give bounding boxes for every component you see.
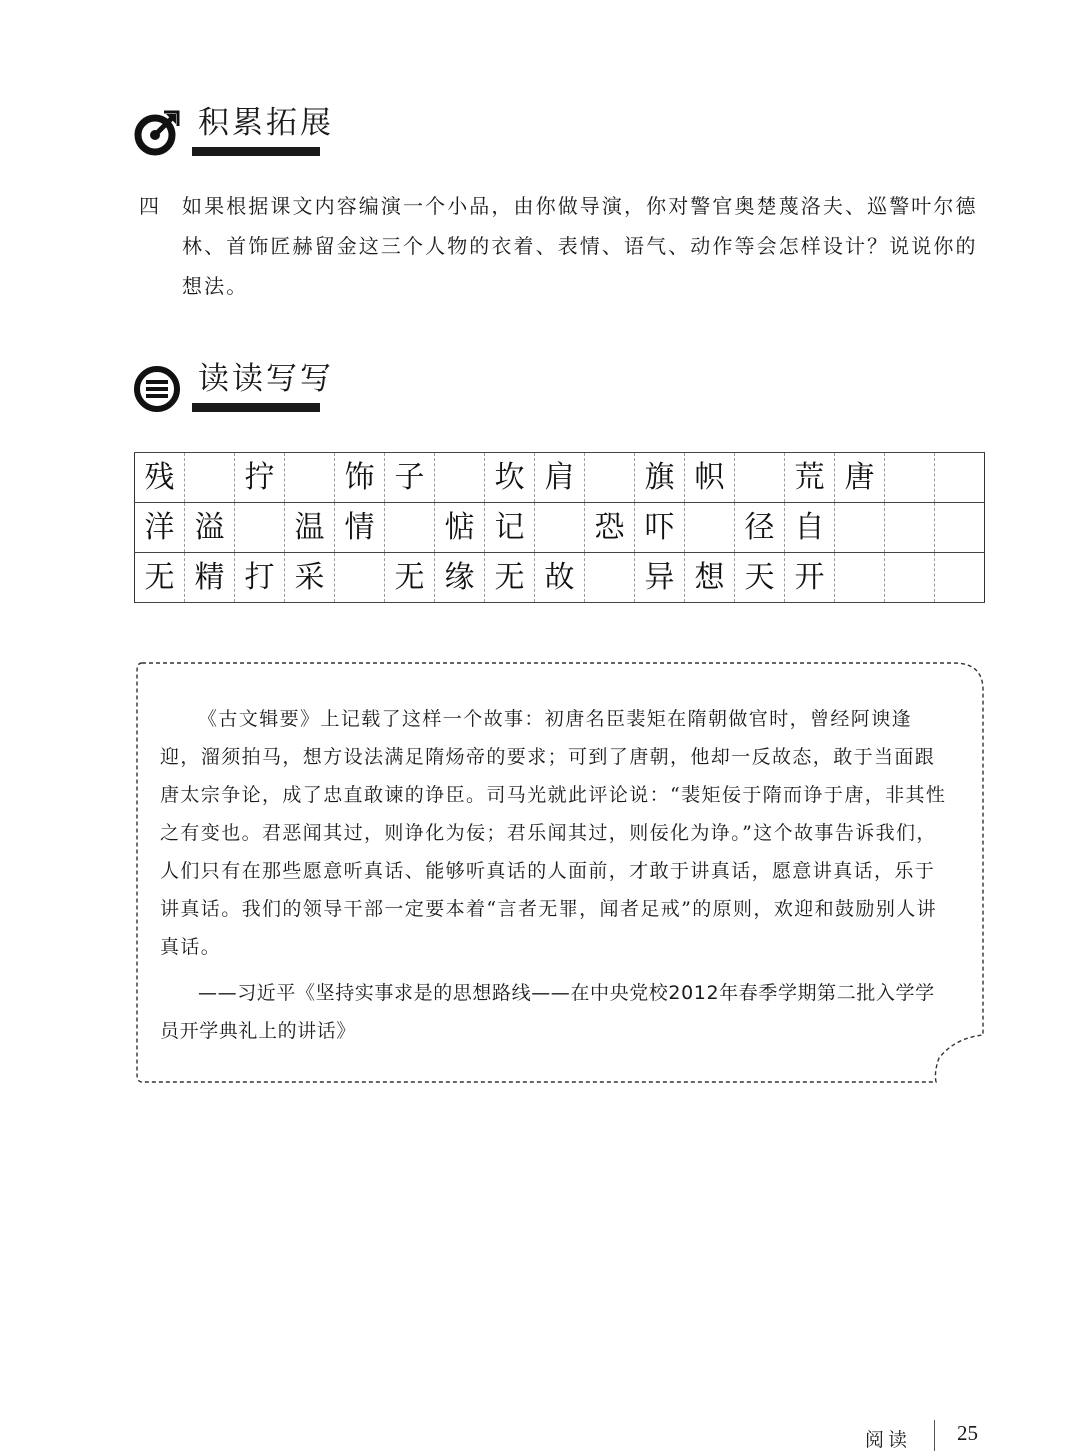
title-underline-bar [192, 147, 320, 156]
grid-cell [535, 503, 585, 553]
grid-row [135, 453, 985, 503]
grid-cell: 情 [335, 503, 385, 553]
grid-cell [185, 453, 235, 503]
grid-cell: 吓 [635, 503, 685, 553]
footer-separator [934, 1420, 935, 1451]
grid-cell: 采 [285, 553, 335, 603]
grid-cell: 拧 [235, 453, 285, 503]
grid-cell: 缘 [435, 553, 485, 603]
grid-row [135, 503, 985, 553]
grid-cell: 恐 [585, 503, 635, 553]
vocabulary-grid [134, 452, 985, 603]
footer-label: 阅读 [865, 1429, 912, 1451]
grid-cell [685, 503, 735, 553]
grid-cell [285, 453, 335, 503]
section-title: 读读写写 [198, 361, 334, 397]
grid-cell [885, 503, 935, 553]
grid-cell [735, 453, 785, 503]
grid-cell: 打 [235, 553, 285, 603]
grid-cell [935, 503, 985, 553]
grid-cell [435, 453, 485, 503]
grid-cell: 无 [385, 553, 435, 603]
grid-cell: 唐 [835, 453, 885, 503]
grid-cell: 精 [185, 553, 235, 603]
grid-cell: 异 [635, 553, 685, 603]
grid-cell: 旗 [635, 453, 685, 503]
grid-cell: 天 [735, 553, 785, 603]
grid-cell: 无 [485, 553, 535, 603]
grid-cell: 子 [385, 453, 435, 503]
grid-cell [885, 553, 935, 603]
grid-cell: 开 [785, 553, 835, 603]
section-header-accumulate [134, 105, 334, 156]
title-underline-bar [192, 403, 320, 412]
target-arrow-icon [134, 110, 180, 156]
grid-cell [835, 553, 885, 603]
grid-cell: 饰 [335, 453, 385, 503]
grid-cell: 残 [135, 453, 185, 503]
grid-cell [585, 453, 635, 503]
grid-cell: 洋 [135, 503, 185, 553]
grid-cell: 自 [785, 503, 835, 553]
grid-cell: 温 [285, 503, 335, 553]
grid-cell: 溢 [185, 503, 235, 553]
grid-cell [585, 553, 635, 603]
question-number: 四 [139, 194, 159, 218]
grid-cell: 肩 [535, 453, 585, 503]
grid-cell [935, 453, 985, 503]
grid-cell: 想 [685, 553, 735, 603]
grid-cell [385, 503, 435, 553]
grid-cell: 荒 [785, 453, 835, 503]
quote-body: 《古文辑要》上记载了这样一个故事：初唐名臣裴矩在隋朝做官时，曾经阿谀逢迎，溜须拍马，想方设法满足隋炀帝的要求；可到了唐朝，他却一反故态，敢于当面跟唐太宗争论，成了忠直敢谏的诤臣。司马光就此评论说：“裴矩佞于隋而诤于唐，非其性之有变也。君恶闻其过，则诤化为佞；君乐闻其过，则佞化为诤。”这个故事告诉我们，人们只有在那些愿意听真话、能够听真话的人面前，才敢于讲真话，愿意讲真话，乐于讲真话。我们的领导干部一定要本着“言者无罪，闻者足戒”的原则，欢迎和鼓励别人讲真话。 [160, 708, 947, 958]
grid-cell: 无 [135, 553, 185, 603]
section-header-read-write [134, 361, 334, 412]
grid-row [135, 553, 985, 603]
section-title-wrap [192, 105, 334, 156]
grid-cell [935, 553, 985, 603]
grid-cell: 帜 [685, 453, 735, 503]
grid-cell: 记 [485, 503, 535, 553]
grid-cell [335, 553, 385, 603]
grid-cell [885, 453, 935, 503]
section-title-wrap [192, 361, 334, 412]
list-lines-icon [134, 366, 180, 412]
question-text: 如果根据课文内容编演一个小品，由你做导演，你对警官奥楚蔑洛夫、巡警叶尔德林、首饰匠赫留金这三个人物的衣着、表情、语气、动作等会怎样设计？说说你的想法。 [182, 194, 978, 298]
grid-cell: 径 [735, 503, 785, 553]
page-number: 25 [957, 1421, 978, 1445]
grid-cell: 故 [535, 553, 585, 603]
grid-cell [235, 503, 285, 553]
quote-source: ——习近平《坚持实事求是的思想路线——在中央党校2012年春季学期第二批入学学员开学典礼上的讲话》 [160, 982, 935, 1042]
section-title: 积累拓展 [198, 105, 334, 141]
grid-cell: 惦 [435, 503, 485, 553]
grid-cell [835, 503, 885, 553]
grid-cell: 坎 [485, 453, 535, 503]
